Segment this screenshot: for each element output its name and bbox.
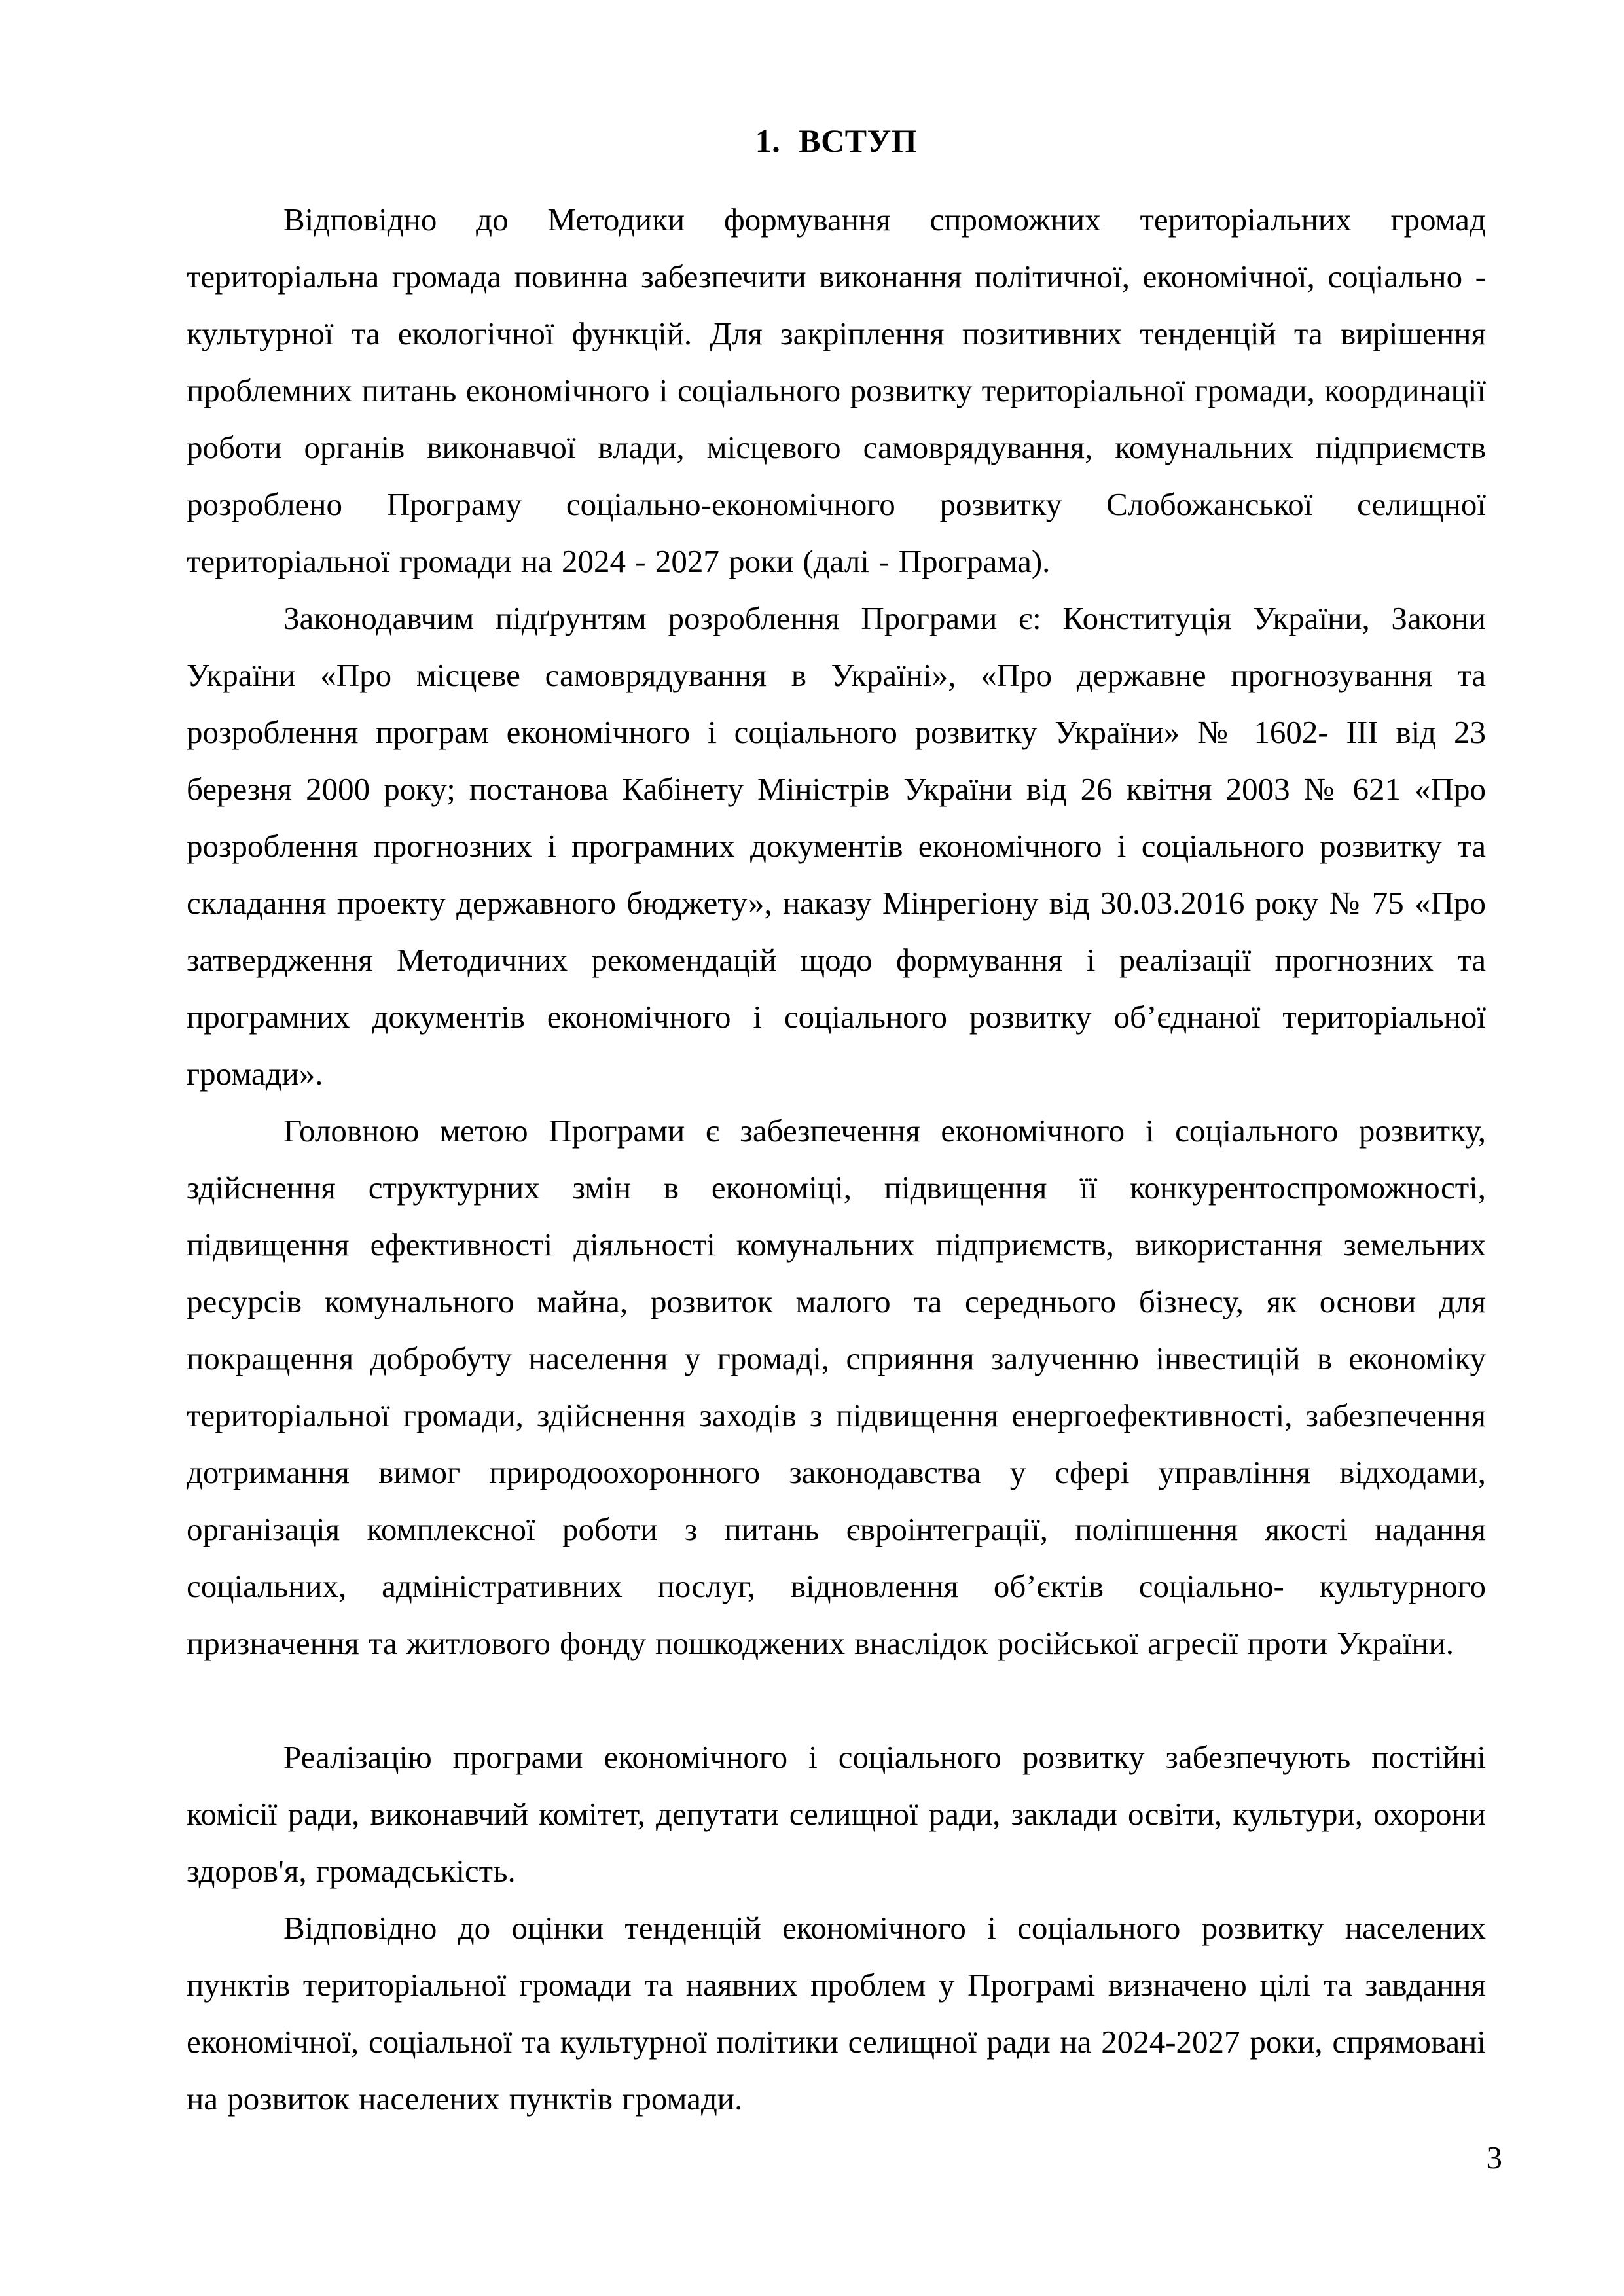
page-number: 3 xyxy=(1486,2140,1502,2176)
paragraph-intro-methodology: Відповідно до Методики формування спроможних територіальних громад територіальна громада повинна забезпечити виконання політичної, економічної, соціально - культурної та екологічної функцій. Для закріплення позитивних тенденцій та вирішення проблемних питань економічного і соціального розвитку територіальної громади, координації роботи органів виконавчої влади, місцевого самоврядування, комунальних підприємств розроблено Програму соціально-економічного розвитку Слобожанської селищної територіальної громади на 2024 - 2027 роки (далі - Програма). xyxy=(187,202,1486,579)
paragraph-main-goal: Головною метою Програми є забезпечення економічного і соціального розвитку, здійснення структурних змін в економіці, підвищення її конкурентоспроможності, підвищення ефективності діяльності комунальних підприємств, використання земельних ресурсів комунального майна, розвиток малого та середнього бізнесу, як основи для покращення добробуту населення у громаді, сприяння залученню інвестицій в економіку територіальної громади, здійснення заходів з підвищення енергоефективності, забезпечення дотримання вимог природоохоронного законодавства у сфері управління відходами, організація комплексної роботи з питань євроінтеграції, поліпшення якості надання соціальних, адміністративних послуг, відновлення об’єктів соціально- культурного призначення та житлового фонду пошкоджених внаслідок російської агресії проти України. xyxy=(187,1113,1486,1661)
section-heading-label: ВСТУП xyxy=(799,122,918,159)
blank-line xyxy=(187,1672,1486,1729)
section-heading xyxy=(187,113,1486,170)
paragraph-implementation: Реалізацію програми економічного і соціального розвитку забезпечують постійні комісії ради, виконавчий комітет, депутати селищної ради, заклади освіти, культури, охорони здоров'я, громадськість. xyxy=(187,1739,1486,1889)
paragraph-legal-basis: Законодавчим підґрунтям розроблення Програми є: Конституція України, Закони України «Про місцеве самоврядування в Україні», «Про державне прогнозування та розроблення програм економічного і соціального розвитку України» № 1602- ІІІ від 23 березня 2000 року; постанова Кабінету Міністрів України від 26 квітня 2003 № 621 «Про розроблення прогнозних і програмних документів економічного і соціального розвитку та складання проекту державного бюджету», наказу Мінрегіону від 30.03.2016 року № 75 «Про затвердження Методичних рекомендацій щодо формування і реалізації прогнозних та програмних документів економічного і соціального розвитку об’єднаної територіальної громади». xyxy=(187,600,1486,1092)
paragraph-goals-tasks: Відповідно до оцінки тенденцій економічного і соціального розвитку населених пунктів територіальної громади та наявних проблем у Програмі визначено цілі та завдання економічної, соціальної та культурної політики селищної ради на 2024-2027 роки, спрямовані на розвиток населених пунктів громади. xyxy=(187,1910,1486,2117)
section-heading-number: 1. xyxy=(755,122,781,159)
